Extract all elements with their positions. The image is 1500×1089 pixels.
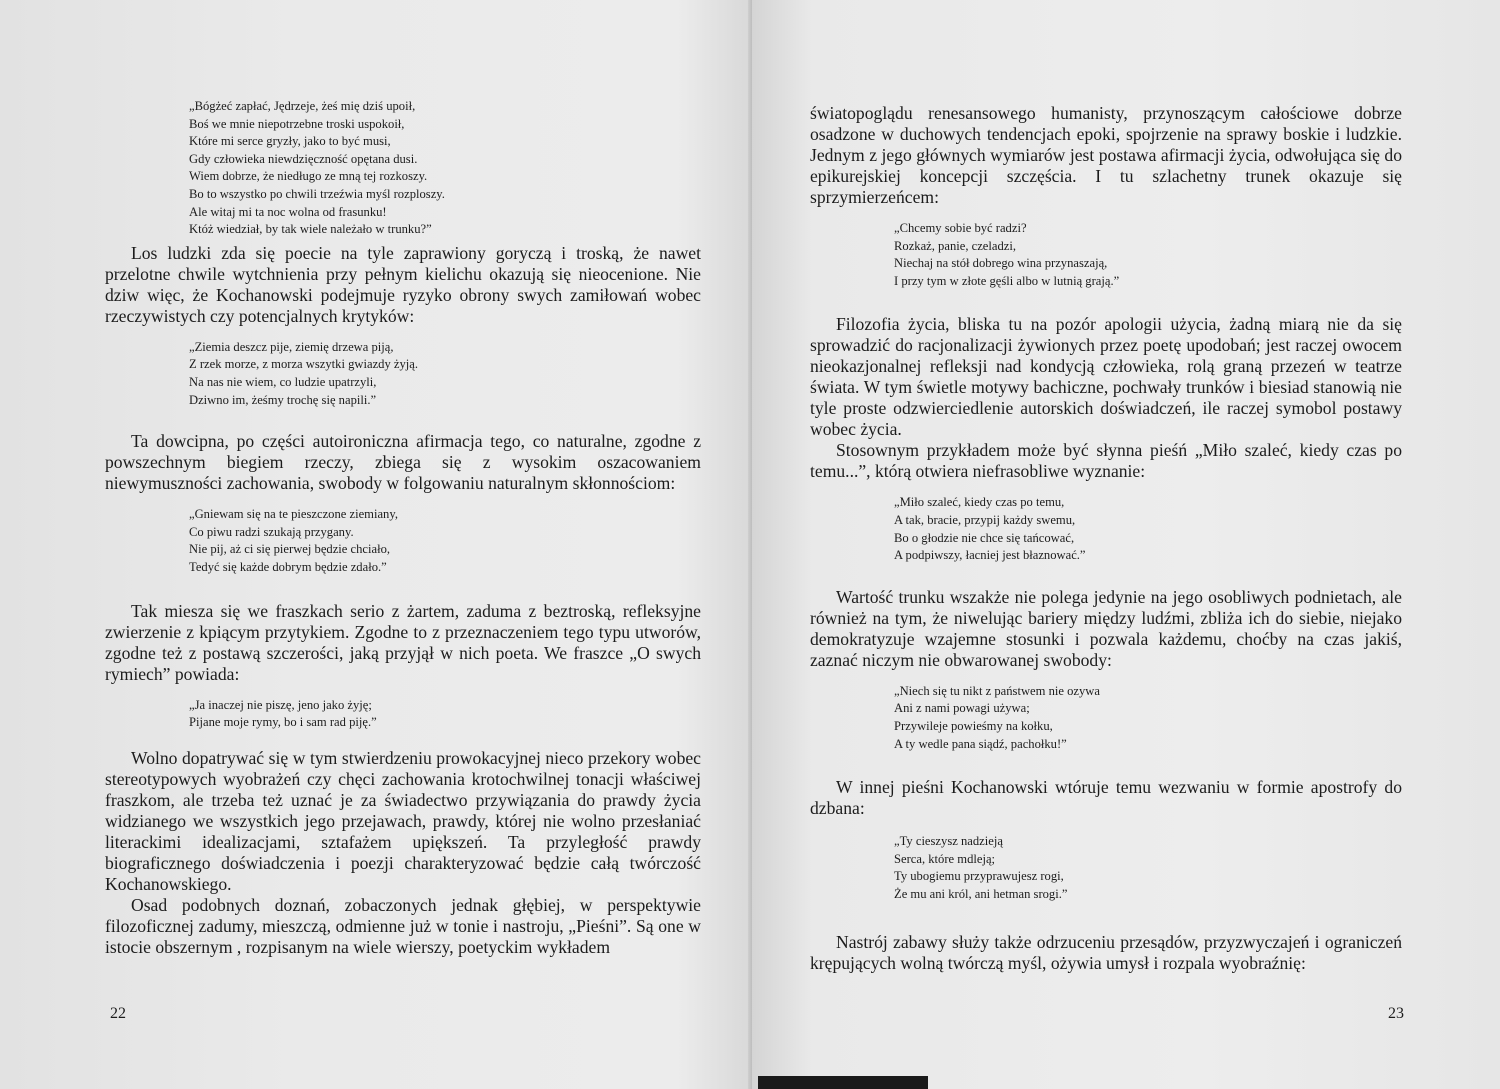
binding-shadow <box>758 1076 928 1089</box>
verse-line: Któż wiedział, by tak wiele należało w trunku?” <box>189 222 432 237</box>
verse-line: „Ty cieszysz nadzieją <box>894 834 1003 849</box>
verse-line: A tak, bracie, przypij każdy swemu, <box>894 512 1076 527</box>
verse-line: „Chcemy sobie być radzi? <box>894 221 1027 235</box>
verse-line: Niechaj na stół dobrego wina przynaszają, <box>894 256 1108 271</box>
verse-line: Z rzek morze, z morza wszytki gwiazdy żyją. <box>189 357 419 372</box>
verse-gniewam <box>189 506 701 576</box>
paragraph: Osad podobnych doznań, zobaczonych jednak głębiej, w perspektywie filozoficznej zadumy, mieszczą, odmienne już w tonie i nastroju, „Pieśni”. Są one w istocie obszernym , rozpisanym na wiele wierszy, poetyckim wykładem <box>105 894 701 957</box>
verse-line: Co piwu radzi szukają przygany. <box>189 524 354 539</box>
paragraph: Wartość trunku wszakże nie polega jedynie na jego osobliwych podnietach, ale również na tym, że niwelując bariery między ludźmi, zbliża ich do siebie, niejako demokratyzuje wzajemne stosunki i pozwala każdemu, choćby na czas jakiś, zaznać niczym nie obwarowanej swobody: <box>810 586 1402 670</box>
verse-niech <box>894 683 1402 753</box>
paragraph: Filozofia życia, bliska tu na pozór apologii użycia, żadną miarą nie da się sprowadzić do racjonalizacji żywionych przez poetę upodobań; jest raczej owocem nieokazjonalnej refleksji nad kondycją człowieka, rolą graną przezeń w teatrze świata. W tym świetle motywy bachiczne, pochwały trunków i biesiad stanowią nie tyle proste odzwierciedlenie autorskich doświadczeń, ile raczej symobol postawy wobec życia. <box>810 314 1402 440</box>
page-number: 23 <box>1388 1005 1404 1022</box>
paragraph: Los ludzki zda się poecie na tyle zaprawiony goryczą i troską, że nawet przelotne chwile wytchnienia przy pełnym kielichu okazują się nieocenione. Nie dziw więc, że Kochanowski podejmuje ryzyko obrony swych zamiłowań wobec rzeczywistych czy potencjalnych krytyków: <box>105 242 701 326</box>
paragraph: Ta dowcipna, po części autoironiczna afirmacja tego, co naturalne, zgodne z powszechnym biegiem rzeczy, zbiega się z wysokim oszacowaniem niewymuszności zachowania, swobody w folgowaniu naturalnym skłonnościom: <box>105 431 701 494</box>
verse-line: „Ja inaczej nie piszę, jeno jako żyję; <box>189 697 372 712</box>
verse-chcemy <box>894 220 1402 290</box>
left-page-text <box>105 98 701 958</box>
verse-line: Na nas nie wiem, co ludzie upatrzyli, <box>189 374 377 389</box>
verse-milo <box>894 494 1402 564</box>
verse-line: Bo to wszystko po chwili trzeźwia myśl rozploszy. <box>189 186 445 201</box>
paragraph: Wolno dopatrywać się w tym stwierdzeniu prowokacyjnej nieco przekory wobec stereotypowych wyobrażeń czy chęci zachowania krotochwilnej tonacji właściwej fraszkom, ale trzeba też uznać je za świadectwo przywiązania do prawdy życia widzianego we wszystkich jego przejawach, prawdy, której nie wolno przesłaniać literackimi idealizacjami, sztafażem upiększeń. Ta przyległość prawdy biograficznego doświadczenia i poezji charakteryzować będzie całą twórczość Kochanowskiego. <box>105 747 701 894</box>
paragraph: Nastrój zabawy służy także odrzuceniu przesądów, przyzwyczajeń i ograniczeń krępujących wolną twórczą myśl, ożywia umysł i rozpala wyobraźnię: <box>810 931 1402 973</box>
verse-line: Dziwno im, żeśmy trochę się napili.” <box>189 392 377 407</box>
verse-line: Że mu ani król, ani hetman srogi.” <box>894 886 1068 901</box>
page-number: 22 <box>110 1005 126 1022</box>
verse-line: Bo o głodzie nie chce się tańcować, <box>894 530 1075 545</box>
verse-line: „Bógżeć zapłać, Jędrzeje, żeś mię dziś upoił, <box>189 99 416 113</box>
verse-ty-cieszysz <box>894 833 1402 903</box>
verse-line: Które mi serce gryzły, jako to być musi, <box>189 134 391 149</box>
verse-line: Przywileje powieśmy na kołku, <box>894 718 1053 733</box>
verse-line: Boś we mnie niepotrzebne troski uspokoił, <box>189 116 405 131</box>
verse-ziemia <box>189 339 701 409</box>
verse-line: „Niech się tu nikt z państwem nie ozywa <box>894 683 1100 698</box>
verse-line: Serca, które mdleją; <box>894 851 996 866</box>
verse-line: Ty ubogiemu przyprawujesz rogi, <box>894 869 1064 884</box>
verse-line: Ale witaj mi ta noc wolna od frasunku! <box>189 204 387 219</box>
verse-line: Rozkaż, panie, czeladzi, <box>894 238 1017 253</box>
verse-line: Pijane moje rymy, bo i sam rad piję.” <box>189 715 377 730</box>
right-page <box>752 0 1500 1089</box>
paragraph: W innej pieśni Kochanowski wtóruje temu wezwaniu w formie apostrofy do dzbana: <box>810 777 1402 819</box>
paragraph: Tak miesza się we fraszkach serio z żartem, zaduma z beztroską, refleksyjne zwierzenie z kpiącym przytykiem. Zgodne to z przeznaczeniem tego typu utworów, zgodne też z postawą szczerości, jaką przyjął w nich poeta. We fraszce „O swych rymiech” powiada: <box>105 600 701 684</box>
verse-bogzec <box>189 98 701 239</box>
verse-line: Gdy człowieka niewdzięczność opętana dusi. <box>189 151 418 166</box>
verse-line: „Miło szaleć, kiedy czas po temu, <box>894 495 1065 510</box>
paragraph: Stosownym przykładem może być słynna pieśń „Miło szaleć, kiedy czas po temu...”, którą otwiera niefrasobliwe wyznanie: <box>810 440 1402 482</box>
verse-line: Nie pij, aż ci się pierwej będzie chciało, <box>189 542 391 557</box>
verse-ja-inaczej <box>189 697 701 732</box>
verse-line: „Gniewam się na te pieszczone ziemiany, <box>189 507 398 522</box>
verse-line: A podpiwszy, łacniej jest błaznować.” <box>894 548 1086 563</box>
verse-line: I przy tym w złote gęśli albo w lutnią grają.” <box>894 273 1120 288</box>
verse-line: „Ziemia deszcz pije, ziemię drzewa piją, <box>189 339 394 354</box>
paragraph: światopoglądu renesansowego humanisty, przynoszącym całościowe dobrze osadzone w duchowych tendencjach epoki, spojrzenie na sprawy boskie i ludzkie. Jednym z jego głównych wymiarów jest postawa afirmacji życia, odwołująca się do epikurejskiej koncepcji szczęścia. I tu szlachetny trunek okazuje się sprzymierzeńcem: <box>810 103 1402 207</box>
verse-line: Ani z nami powagi używa; <box>894 701 1030 716</box>
verse-line: Wiem dobrze, że niedługo ze mną tej rozkoszy. <box>189 169 428 184</box>
verse-line: Tedyć się każde dobrym będzie zdało.” <box>189 559 387 574</box>
right-page-text <box>810 103 1402 974</box>
verse-line: A ty wedle pana siądź, pachołku!” <box>894 736 1067 751</box>
